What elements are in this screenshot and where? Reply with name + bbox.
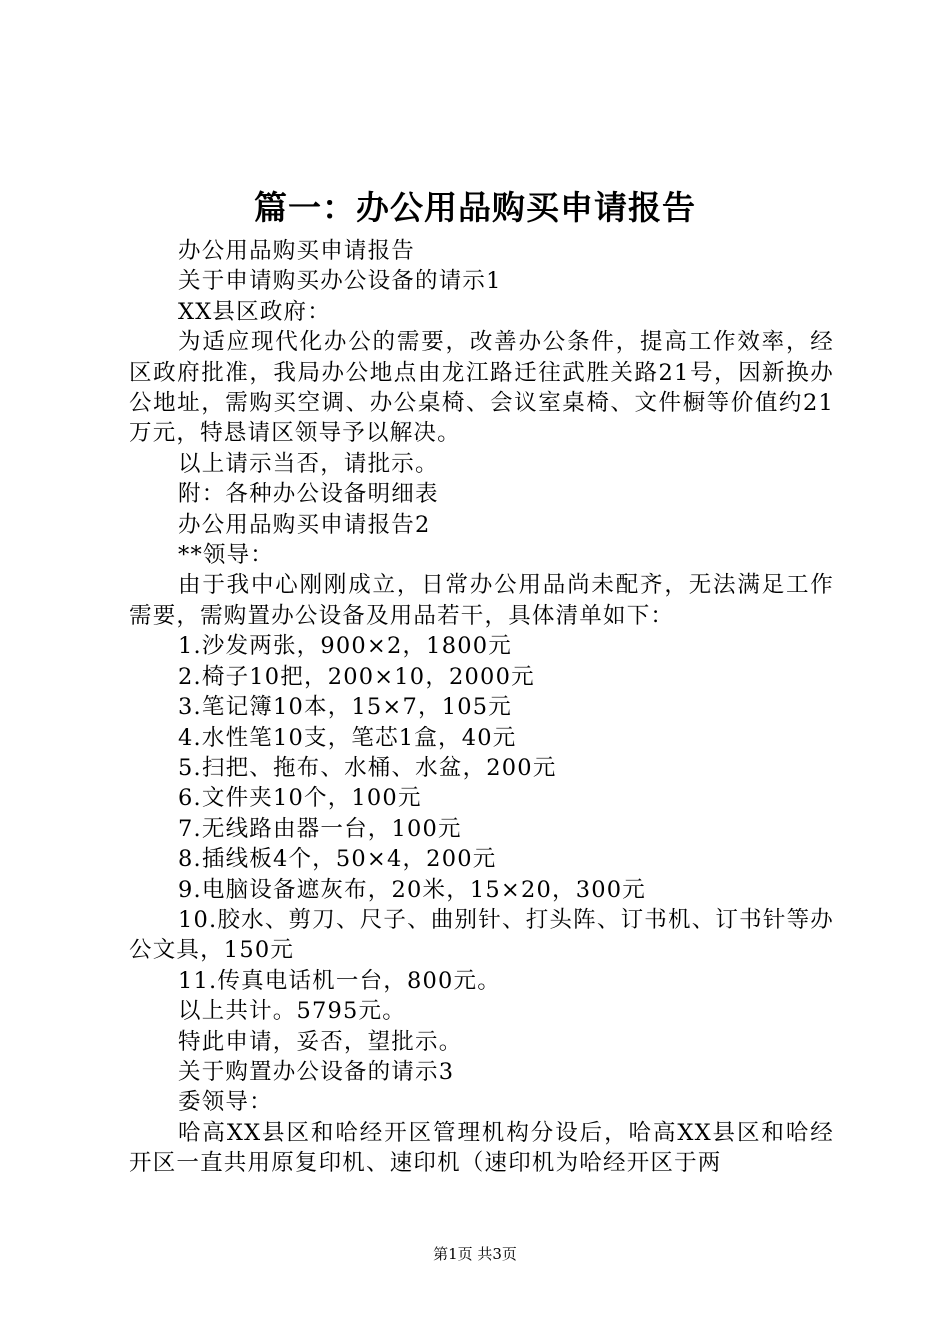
paragraph: 关于申请购买办公设备的请示1 [178, 268, 502, 295]
paragraph: 由于我中心刚刚成立，日常办公用品尚未配齐，无法满足工作需要，需购置办公设备及用品若干，具体清单如下： [129, 572, 834, 629]
paragraph: **领导： [178, 542, 275, 569]
paragraph: XX县区政府： [178, 298, 331, 325]
list-item: 9.电脑设备遮灰布，20米，15×20，300元 [178, 876, 646, 903]
paragraph: 委领导： [178, 1089, 273, 1116]
paragraph: 哈高XX县区和哈经开区管理机构分设后，哈高XX县区和哈经开区一直共用原复印机、速印机（速印机为哈经开区于两 [129, 1119, 834, 1177]
paragraph: 附：各种办公设备明细表 [178, 481, 439, 508]
list-item: 11.传真电话机一台，800元。 [178, 967, 501, 994]
list-item: 10.胶水、剪刀、尺子、曲别针、打头阵、订书机、订书针等办公文具，150元 [129, 906, 834, 964]
list-item: 1.沙发两张，900×2，1800元 [178, 633, 512, 660]
paragraph: 特此申请，妥否，望批示。 [178, 1028, 463, 1055]
list-item: 8.插线板4个，50×4，200元 [178, 846, 497, 873]
paragraph: 以上请示当否，请批示。 [178, 450, 439, 477]
list-item: 7.无线路由器一台，100元 [178, 815, 462, 842]
list-item: 5.扫把、拖布、水桶、水盆，200元 [178, 754, 557, 781]
list-item: 6.文件夹10个，100元 [178, 785, 422, 812]
page-footer: 第1页 共3页 [433, 1245, 517, 1263]
list-item: 4.水性笔10支，笔芯1盒，40元 [178, 724, 517, 751]
paragraph: 为适应现代化办公的需要，改善办公条件，提高工作效率，经区政府批准，我局办公地点由龙江路迁往武胜关路21号，因新换办公地址，需购买空调、办公桌椅、会议室桌椅、文件橱等价值约21万元，特恳请区领导予以解决。 [129, 329, 834, 447]
document-title: 篇一：办公用品购买申请报告 [254, 188, 696, 227]
paragraph: 以上共计。5795元。 [178, 998, 406, 1025]
paragraph: 关于购置办公设备的请示3 [178, 1058, 455, 1085]
list-item: 3.笔记簿10本，15×7，105元 [178, 694, 512, 721]
list-item: 2.椅子10把，200×10，2000元 [178, 663, 535, 690]
paragraph: 办公用品购买申请报告 [178, 238, 416, 264]
paragraph: 办公用品购买申请报告2 [178, 511, 431, 538]
document-body [129, 236, 834, 1179]
